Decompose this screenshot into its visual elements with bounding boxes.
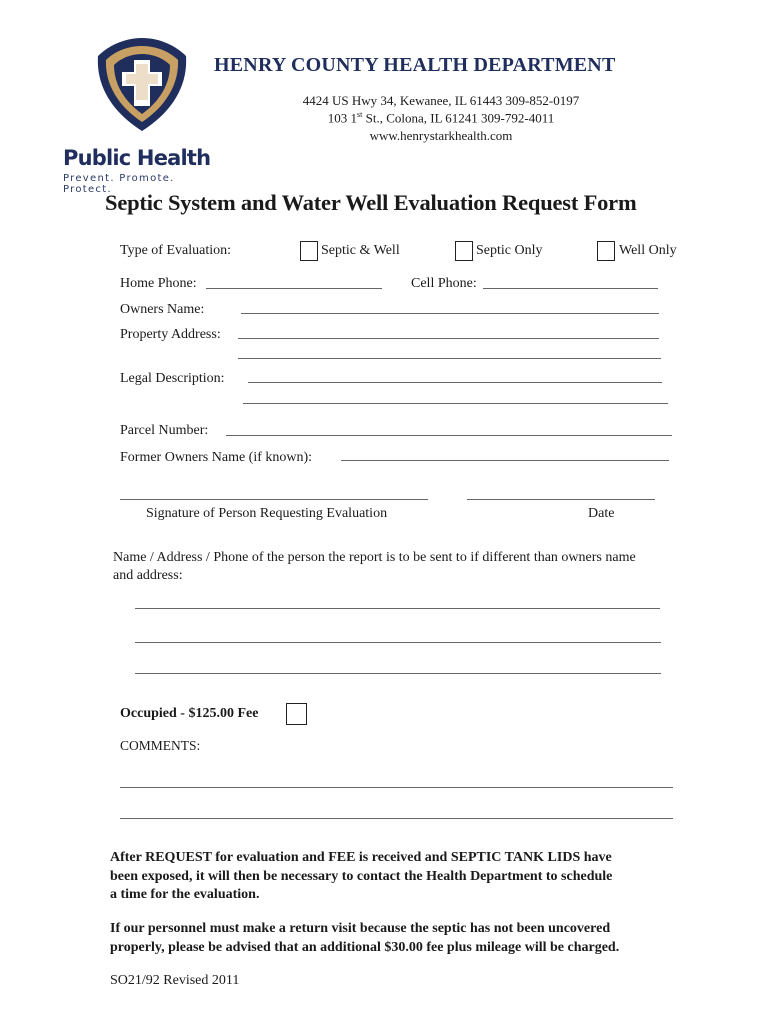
well-only-checkbox[interactable] bbox=[597, 241, 615, 261]
shield-cross-icon bbox=[92, 34, 192, 134]
lids-exposed-note bbox=[110, 849, 710, 905]
septic-only-checkbox[interactable] bbox=[455, 241, 473, 261]
property-address-field-1[interactable] bbox=[238, 338, 659, 339]
cell-phone-label: Cell Phone: bbox=[411, 276, 477, 291]
address-line-2-post: St., Colona, IL 61241 309-792-4011 bbox=[362, 110, 555, 126]
owners-name-label: Owners Name: bbox=[120, 302, 205, 317]
legal-description-field-2[interactable] bbox=[243, 403, 668, 404]
address-line-1: 4424 US Hwy 34, Kewanee, IL 61443 309-852-0197 bbox=[302, 93, 580, 108]
note1-line1: After REQUEST for evaluation and FEE is received and SEPTIC TANK LIDS have bbox=[110, 850, 612, 865]
form-number: SO21/92 Revised 2011 bbox=[110, 973, 240, 988]
septic-and-well-label: Septic & Well bbox=[321, 243, 400, 258]
logo-wordmark: Public Health bbox=[63, 146, 211, 170]
return-visit-note bbox=[110, 920, 710, 957]
home-phone-label: Home Phone: bbox=[120, 276, 197, 291]
address-line-2-pre: 103 1 bbox=[327, 110, 358, 126]
note1-line2: been exposed, it will then be necessary to contact the Health Department to schedule bbox=[110, 868, 613, 884]
property-address-label: Property Address: bbox=[120, 327, 221, 342]
home-phone-field[interactable] bbox=[206, 288, 382, 289]
former-owners-label: Former Owners Name (if known): bbox=[120, 450, 313, 465]
former-owners-field[interactable] bbox=[341, 460, 669, 461]
legal-description-field-1[interactable] bbox=[248, 382, 662, 383]
report-to-instruction-1: Name / Address / Phone of the person the report is to be sent to if different than owners name bbox=[113, 550, 636, 565]
note2-line2: properly, please be advised that an additional $30.00 fee plus mileage will be charged. bbox=[110, 939, 620, 955]
parcel-number-field[interactable] bbox=[226, 435, 672, 436]
legal-description-label: Legal Description: bbox=[120, 371, 225, 386]
address-line-2 bbox=[276, 110, 606, 126]
comments-label: COMMENTS: bbox=[120, 738, 201, 753]
signature-field[interactable] bbox=[120, 499, 428, 500]
report-to-field-3[interactable] bbox=[135, 673, 661, 674]
cell-phone-field[interactable] bbox=[483, 288, 658, 289]
comments-field-1[interactable] bbox=[120, 787, 673, 788]
note2-line1: If our personnel must make a return visit because the septic has not been uncovered bbox=[110, 921, 611, 936]
parcel-number-label: Parcel Number: bbox=[120, 423, 209, 438]
septic-and-well-checkbox[interactable] bbox=[300, 241, 318, 261]
date-caption: Date bbox=[588, 506, 615, 521]
address-line-2-sup: st bbox=[357, 110, 363, 119]
date-field[interactable] bbox=[467, 499, 655, 500]
logo-tagline: Prevent. Promote. Protect. bbox=[63, 173, 175, 195]
report-to-field-1[interactable] bbox=[135, 608, 660, 609]
website: www.henrystarkhealth.com bbox=[369, 128, 513, 143]
comments-field-2[interactable] bbox=[120, 818, 673, 819]
report-to-instruction-2: and address: bbox=[113, 568, 183, 583]
occupied-fee-checkbox[interactable] bbox=[286, 703, 307, 725]
public-health-logo bbox=[62, 34, 222, 195]
owners-name-field[interactable] bbox=[241, 313, 659, 314]
property-address-field-2[interactable] bbox=[238, 358, 661, 359]
report-to-field-2[interactable] bbox=[135, 642, 661, 643]
note1-line3: a time for the evaluation. bbox=[110, 887, 260, 902]
department-name: HENRY COUNTY HEALTH DEPARTMENT bbox=[214, 54, 616, 76]
type-of-evaluation-label: Type of Evaluation: bbox=[120, 243, 231, 258]
form-title: Septic System and Water Well Evaluation Request Form bbox=[105, 190, 637, 215]
septic-only-label: Septic Only bbox=[476, 243, 543, 258]
well-only-label: Well Only bbox=[619, 243, 677, 258]
signature-caption: Signature of Person Requesting Evaluation bbox=[146, 506, 388, 521]
occupied-fee-label: Occupied - $125.00 Fee bbox=[120, 706, 259, 721]
